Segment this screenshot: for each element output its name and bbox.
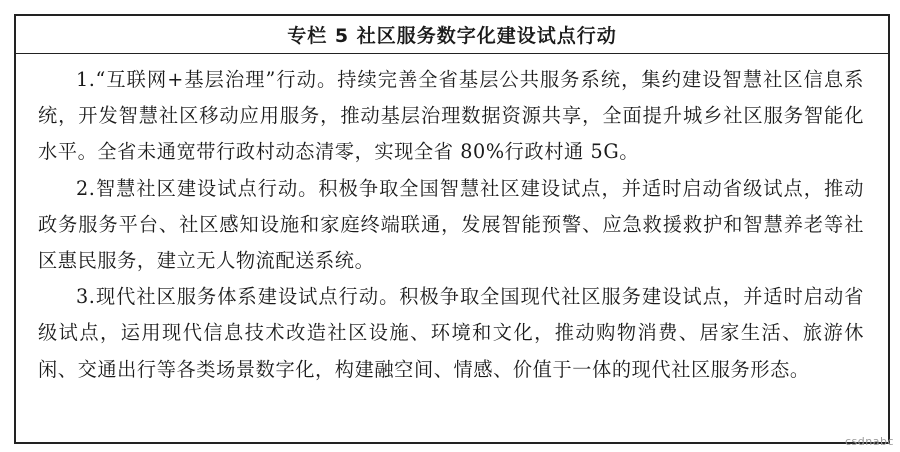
paragraph-smart-community: 2.智慧社区建设试点行动。积极争取全国智慧社区建设试点，并适时启动省级试点，推动政务服务平台、社区感知设施和家庭终端联通，发展智能预警、应急救援救护和智慧养老等社区惠民服务，建立无人物流配送系统。 [38,176,864,273]
column-box [14,14,890,444]
column-title: 专栏 5 社区服务数字化建设试点行动 [16,16,888,54]
paragraph-internet-governance: 1.“互联网+基层治理”行动。持续完善全省基层公共服务系统，集约建设智慧社区信息系统，开发智慧社区移动应用服务，推动基层治理数据资源共享，全面提升城乡社区服务智能化水平。全省未通宽带行政村动态清零，实现全省 80%行政村通 5G。 [38,68,864,164]
paragraph-modern-community-service: 3.现代社区服务体系建设试点行动。积极争取全国现代社区服务建设试点，并适时启动省级试点，运用现代信息技术改造社区设施、环境和文化，推动购物消费、居家生活、旅游休闲、交通出行等各类场景数字化，构建融空间、情感、价值于一体的现代社区服务形态。 [38,285,864,381]
watermark: csdnabc [844,435,894,448]
column-body [16,54,888,388]
